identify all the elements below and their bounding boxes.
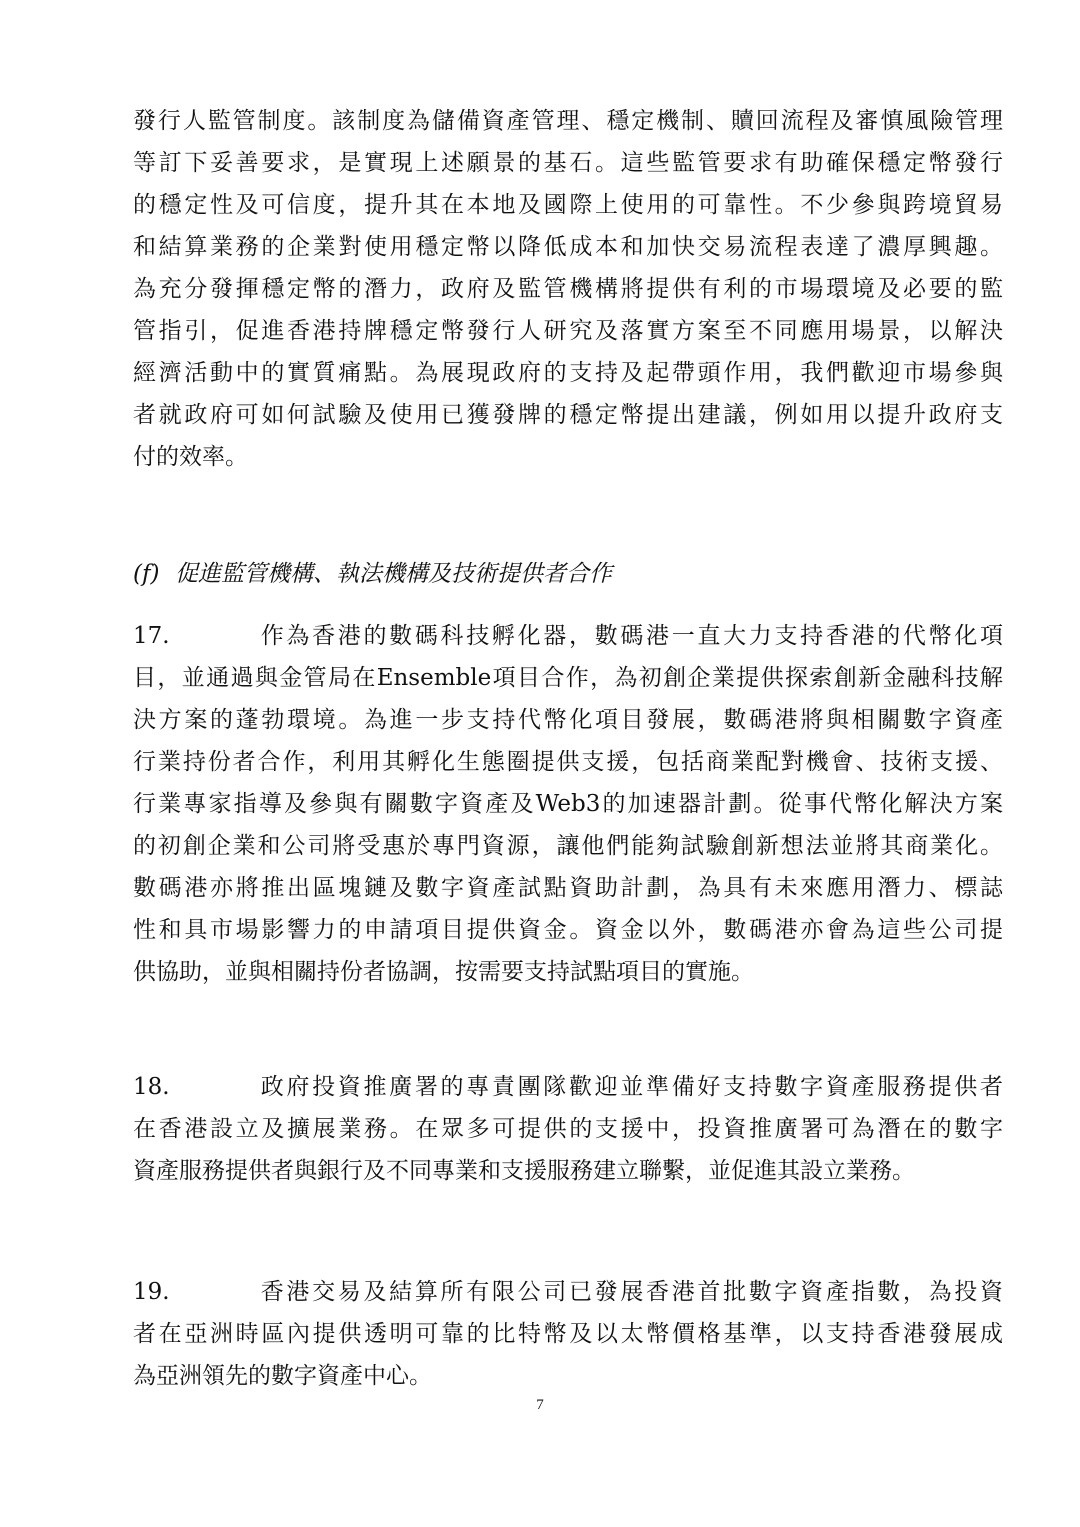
text-line: 供協助，並與相關持份者協調，按需要支持試點項目的實施。: [133, 959, 754, 985]
text-line: 為亞洲領先的數字資產中心。: [133, 1363, 432, 1389]
text-line: 和結算業務的企業對使用穩定幣以降低成本和加快交易流程表達了濃厚興趣。: [133, 234, 1003, 260]
text-line: 資產服務提供者與銀行及不同專業和支援服務建立聯繫，並促進其設立業務。: [133, 1158, 915, 1184]
text-line: 的初創企業和公司將受惠於專門資源，讓他們能夠試驗創新想法並將其商業化。: [133, 833, 1003, 859]
text-line: 政府投資推廣署的專責團隊歡迎並準備好支持數字資產服務提供者: [258, 1074, 1003, 1100]
paragraph-19: [133, 1271, 1003, 1397]
page-number: 7: [536, 1397, 544, 1413]
text-line: 行業專家指導及參與有關數字資產及Web3的加速器計劃。從事代幣化解決方案: [133, 791, 1003, 817]
text-line: 者在亞洲時區內提供透明可靠的比特幣及以太幣價格基準，以支持香港發展成: [133, 1321, 1003, 1347]
text-line: 決方案的蓬勃環境。為進一步支持代幣化項目發展，數碼港將與相關數字資產: [133, 707, 1003, 733]
text-line: 付的效率。: [133, 444, 248, 470]
section-title: 促進監管機構、執法機構及技術提供者合作: [175, 561, 612, 587]
paragraph-number: 17.: [133, 623, 170, 649]
text-line: 經濟活動中的實質痛點。為展現政府的支持及起帶頭作用，我們歡迎市場參與: [133, 360, 1003, 386]
text-line: 作為香港的數碼科技孵化器，數碼港一直大力支持香港的代幣化項: [258, 623, 1003, 649]
paragraph-number: 18.: [133, 1074, 170, 1100]
text-line: 目，並通過與金管局在Ensemble項目合作，為初創企業提供探索創新金融科技解: [133, 665, 1003, 691]
section-marker: (f): [133, 561, 160, 587]
section-heading: [133, 553, 612, 595]
paragraph-first-line: [133, 1066, 1003, 1108]
text-line: 數碼港亦將推出區塊鏈及數字資產試點資助計劃，為具有未來應用潛力、標誌: [133, 875, 1003, 901]
text-line: 為充分發揮穩定幣的潛力，政府及監管機構將提供有利的市場環境及必要的監: [133, 276, 1003, 302]
text-line: 發行人監管制度。該制度為儲備資產管理、穩定機制、贖回流程及審慎風險管理: [133, 108, 1003, 134]
text-line: 者就政府可如何試驗及使用已獲發牌的穩定幣提出建議，例如用以提升政府支: [133, 402, 1003, 428]
text-line: 管指引，促進香港持牌穩定幣發行人研究及落實方案至不同應用場景，以解決: [133, 318, 1003, 344]
paragraph-17: [133, 615, 1003, 993]
paragraph-18: [133, 1066, 1003, 1192]
text-line: 等訂下妥善要求，是實現上述願景的基石。這些監管要求有助確保穩定幣發行: [133, 150, 1003, 176]
text-line: 香港交易及結算所有限公司已發展香港首批數字資產指數，為投資: [258, 1279, 1003, 1305]
text-line: 在香港設立及擴展業務。在眾多可提供的支援中，投資推廣署可為潛在的數字: [133, 1116, 1003, 1142]
paragraph-first-line: [133, 1271, 1003, 1313]
intro-paragraph: [133, 100, 1003, 478]
text-line: 的穩定性及可信度，提升其在本地及國際上使用的可靠性。不少參與跨境貿易: [133, 192, 1003, 218]
text-line: 行業持份者合作，利用其孵化生態圈提供支援，包括商業配對機會、技術支援、: [133, 749, 1003, 775]
paragraph-first-line: [133, 615, 1003, 657]
paragraph-number: 19.: [133, 1279, 170, 1305]
text-line: 性和具市場影響力的申請項目提供資金。資金以外，數碼港亦會為這些公司提: [133, 917, 1003, 943]
